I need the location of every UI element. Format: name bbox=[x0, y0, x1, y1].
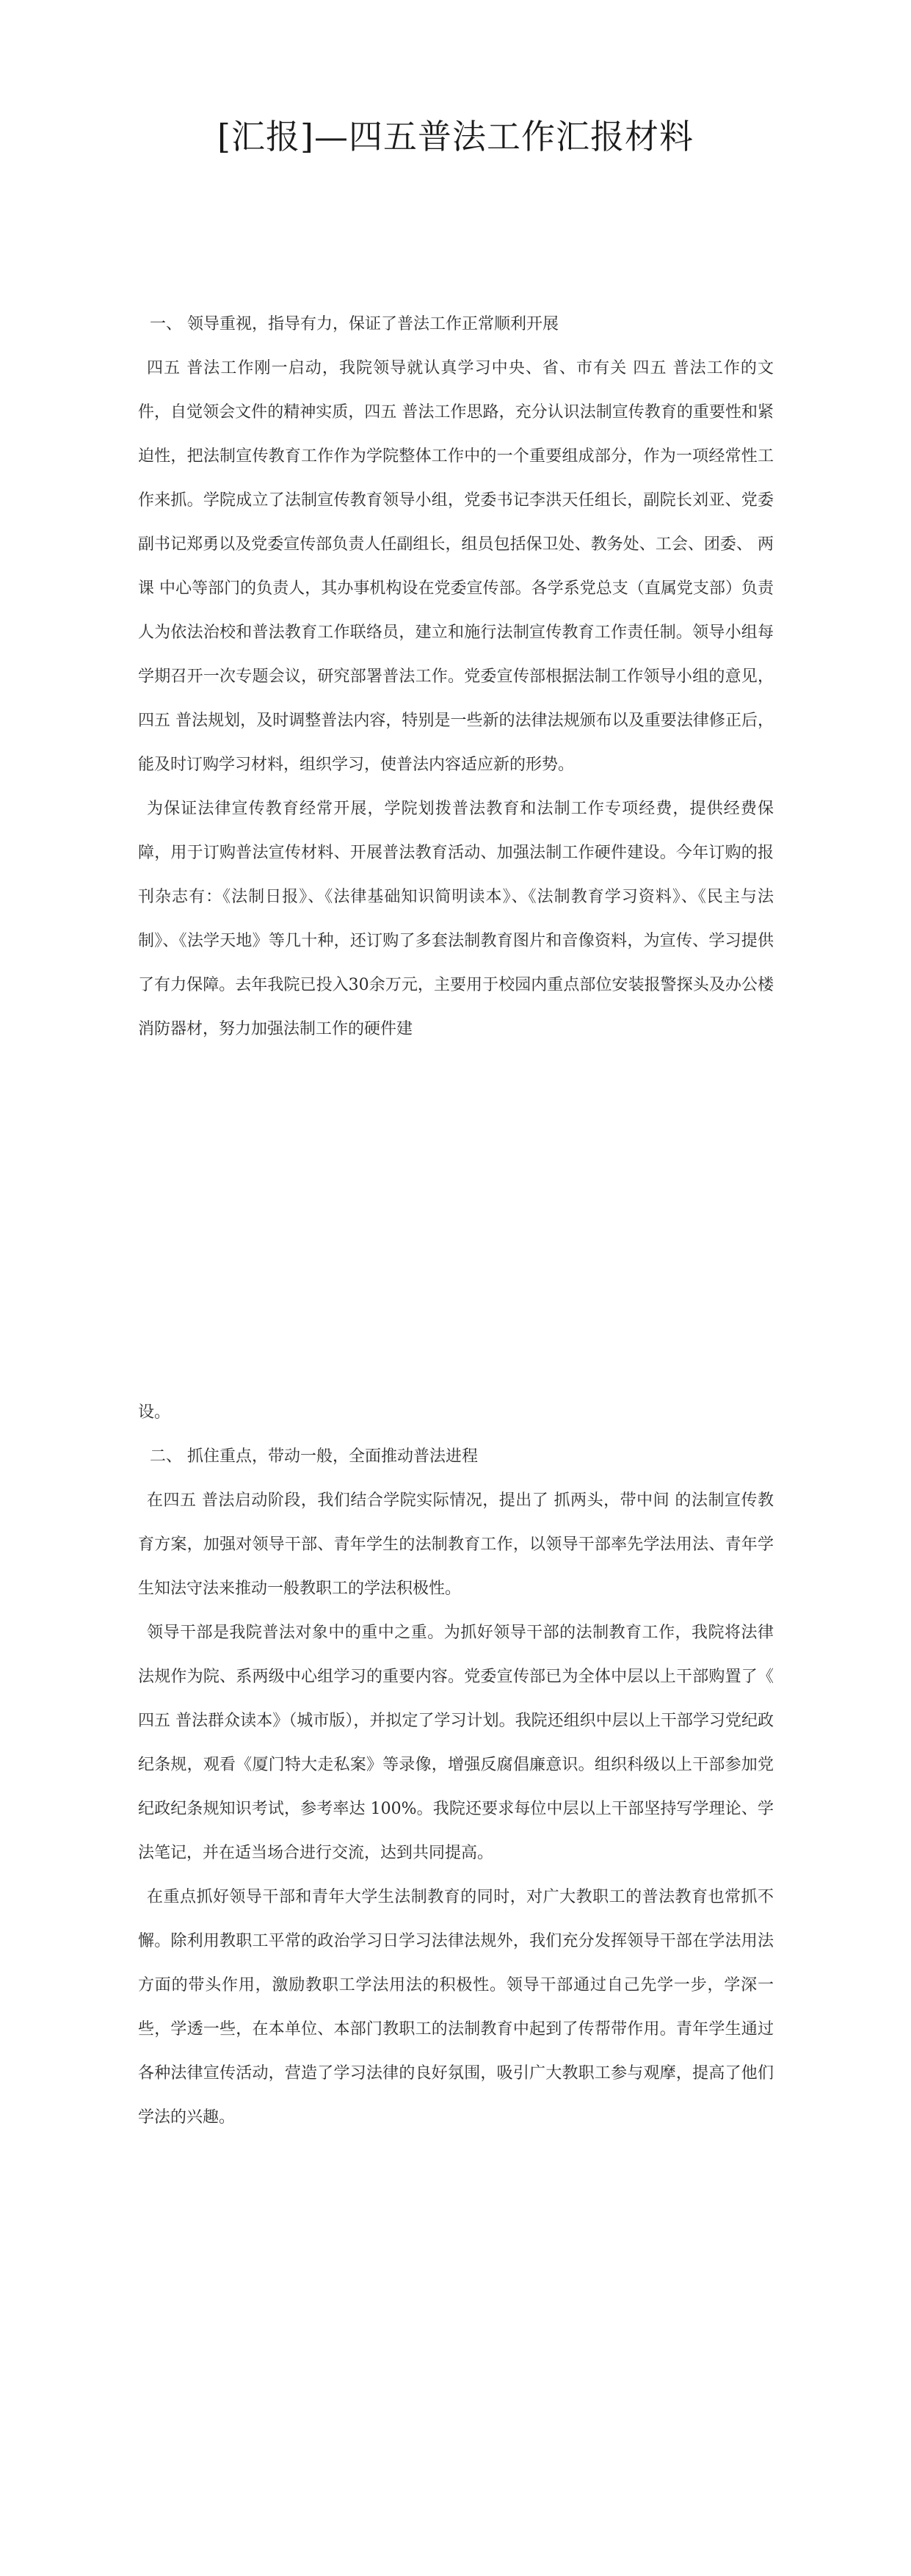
paragraph-continuation: 设。 bbox=[138, 1403, 171, 1422]
section-two bbox=[138, 1391, 774, 2140]
document-title: [汇报]—四五普法工作汇报材料 bbox=[217, 117, 694, 156]
paragraph: 四五 普法工作刚一启动，我院领导就认真学习中央、省、市有关 四五 普法工作的文件，自觉领会文件的精神实质，四五 普法工作思路，充分认识法制宣传教育的重要性和紧迫性，把法制宣传教育工作作为学院整体工作中的一个重要组成部分，作为一项经常性工作来抓。学院成立了法制宣传教育领导小组，党委书记李洪天任组长，副院长刘亚、党委副书记郑勇以及党委宣传部负责人任副组长，组员包括保卫处、教务处、工会、团委、 两课 中心等部门的负责人，其办事机构设在党委宣传部。各学系党总支（直属党支部）负责人为依法治校和普法教育工作联络员，建立和施行法制宣传教育工作责任制。领导小组每学期召开一次专题会议，研究部署普法工作。党委宣传部根据法制工作领导小组的意见，四五 普法规划，及时调整普法内容，特别是一些新的法律法规颁布以及重要法律修正后，能及时订购学习材料，组织学习，使普法内容适应新的形势。 bbox=[138, 359, 774, 774]
section-one bbox=[138, 303, 774, 1052]
paragraph: 领导干部是我院普法对象中的重中之重。为抓好领导干部的法制教育工作，我院将法律法规作为院、系两级中心组学习的重要内容。党委宣传部已为全体中层以上干部购置了《 四五 普法群众读本》（城市版），并拟定了学习计划。我院还组织中层以上干部学习党纪政纪条规，观看《厦门特大走私案》等录像，增强反腐倡廉意识。组织科级以上干部参加党纪政纪条规知识考试，参考率达 100%。我院还要求每位中层以上干部坚持写学理论、学法笔记，并在适当场合进行交流，达到共同提高。 bbox=[138, 1624, 774, 1862]
paragraph: 为保证法律宣传教育经常开展，学院划拨普法教育和法制工作专项经费，提供经费保障，用于订购普法宣传材料、开展普法教育活动、加强法制工作硬件建设。今年订购的报刊杂志有：《法制日报》、《法律基础知识简明读本》、《法制教育学习资料》、《民主与法制》、《法学天地》等几十种，还订购了多套法制教育图片和音像资料，为宣传、学习提供了有力保障。去年我院已投入30余万元，主要用于校园内重点部位安装报警探头及办公楼消防器材，努力加强法制工作的硬件建 bbox=[138, 800, 774, 1038]
section-heading: 一、 领导重视，指导有力，保证了普法工作正常顺利开展 bbox=[150, 315, 559, 333]
paragraph: 在四五 普法启动阶段，我们结合学院实际情况，提出了 抓两头，带中间 的法制宣传教育方案，加强对领导干部、青年学生的法制教育工作，以领导干部率先学法用法、青年学生知法守法来推动一般教职工的学法积极性。 bbox=[138, 1491, 774, 1598]
paragraph: 在重点抓好领导干部和青年大学生法制教育的同时，对广大教职工的普法教育也常抓不懈。除利用教职工平常的政治学习日学习法律法规外，我们充分发挥领导干部在学法用法方面的带头作用，激励教职工学法用法的积极性。领导干部通过自己先学一步，学深一些，学透一些，在本单位、本部门教职工的法制教育中起到了传帮带作用。青年学生通过各种法律宣传活动，营造了学习法律的良好氛围，吸引广大教职工参与观摩，提高了他们学法的兴趣。 bbox=[138, 1888, 774, 2127]
section-heading: 二、 抓住重点，带动一般，全面推动普法进程 bbox=[150, 1447, 478, 1466]
